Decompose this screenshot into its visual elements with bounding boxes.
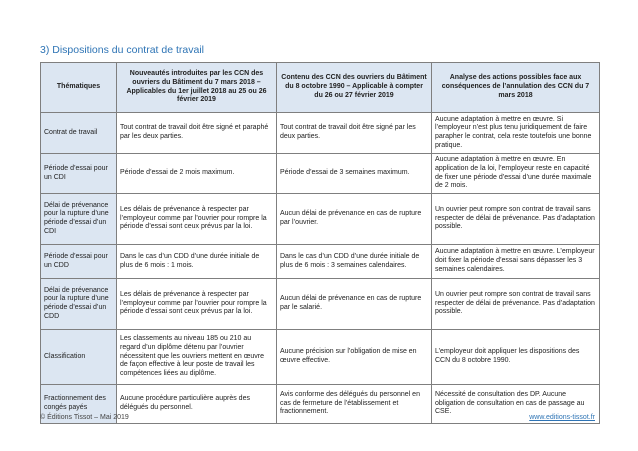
row-theme: Période d’essai pour un CDD (41, 245, 117, 279)
row-contenu: Aucun délai de prévenance en cas de rupture par le salarié. (277, 279, 432, 330)
header-contenu: Contenu des CCN des ouvriers du Bâtiment du 8 octobre 1990 – Applicable à compter du 26 ou 27 février 2019 (277, 63, 432, 113)
dispositions-table (40, 62, 600, 424)
table-row (41, 113, 600, 154)
row-nouveautes: Période d’essai de 2 mois maximum. (117, 154, 277, 194)
row-contenu: Aucune précision sur l’obligation de mise en œuvre effective. (277, 330, 432, 385)
row-analyse: Un ouvrier peut rompre son contrat de travail sans respecter de délai de prévenance. Pas d’adaptation possible. (432, 194, 600, 245)
table-row (41, 245, 600, 279)
table-row (41, 194, 600, 245)
row-analyse: Un ouvrier peut rompre son contrat de travail sans respecter de délai de prévenance. Pas d’adaptation possible. (432, 279, 600, 330)
row-nouveautes: Les délais de prévenance à respecter par l’employeur comme par l’ouvrier pour rompre la période d’essai sont ceux prévus par la loi. (117, 279, 277, 330)
row-contenu: Tout contrat de travail doit être signé par les deux parties. (277, 113, 432, 154)
row-contenu: Avis conforme des délégués du personnel en cas de fermeture de l’établissement et fractionnement. (277, 385, 432, 424)
row-nouveautes: Dans le cas d’un CDD d’une durée initiale de plus de 6 mois : 1 mois. (117, 245, 277, 279)
row-nouveautes: Tout contrat de travail doit être signé et paraphé par les deux parties. (117, 113, 277, 154)
header-thematiques: Thématiques (41, 63, 117, 113)
row-nouveautes: Les délais de prévenance à respecter par l’employeur comme par l’ouvrier pour rompre la période d’essai sont ceux prévus par la loi. (117, 194, 277, 245)
row-theme: Délai de prévenance pour la rupture d’une période d’essai d’un CDD (41, 279, 117, 330)
header-analyse: Analyse des actions possibles face aux conséquences de l’annulation des CCN du 7 mars 2018 (432, 63, 600, 113)
row-theme: Contrat de travail (41, 113, 117, 154)
row-nouveautes: Aucune procédure particulière auprès des délégués du personnel. (117, 385, 277, 424)
footer-copyright: © Éditions Tissot – Mai 2019 (40, 414, 129, 421)
table-row (41, 330, 600, 385)
row-contenu: Dans le cas d’un CDD d’une durée initiale de plus de 6 mois : 3 semaines calendaires. (277, 245, 432, 279)
section-title: 3) Dispositions du contrat de travail (40, 44, 204, 56)
row-analyse: Aucune adaptation à mettre en œuvre. En application de la loi, l’employeur reste en capacité de fixer une période d’essai d’une durée maximale de 2 mois. (432, 154, 600, 194)
row-analyse: Nécessité de consultation des DP. Aucune obligation de consultation en cas de passage au CSE. (432, 385, 600, 424)
table-row (41, 279, 600, 330)
row-contenu: Période d’essai de 3 semaines maximum. (277, 154, 432, 194)
row-theme: Période d’essai pour un CDI (41, 154, 117, 194)
table-header-row (41, 63, 600, 113)
header-nouveautes: Nouveautés introduites par les CCN des ouvriers du Bâtiment du 7 mars 2018 – Applicables du 1er juillet 2018 au 25 ou 26 février 2019 (117, 63, 277, 113)
row-contenu: Aucun délai de prévenance en cas de rupture par l’ouvrier. (277, 194, 432, 245)
row-analyse: Aucune adaptation à mettre en œuvre. L’employeur doit fixer la période d’essai sans dépasser les 3 semaines calendaires. (432, 245, 600, 279)
table-row (41, 154, 600, 194)
row-nouveautes: Les classements au niveau 185 ou 210 au regard d’un diplôme détenu par l’ouvrier nécessitent que les ouvriers mettent en œuvre de façon effective à leur poste de travail les compétences liées au diplôme. (117, 330, 277, 385)
row-analyse: Aucune adaptation à mettre en œuvre. Si l’employeur n’est plus tenu juridiquement de faire parapher le contrat, cela reste toutefois une bonne pratique. (432, 113, 600, 154)
row-theme: Délai de prévenance pour la rupture d’une période d’essai d’un CDI (41, 194, 117, 245)
row-theme: Fractionnement des congés payés (41, 385, 117, 424)
footer-website-link[interactable]: www.editions-tissot.fr (529, 414, 595, 421)
row-analyse: L’employeur doit appliquer les dispositions des CCN du 8 octobre 1990. (432, 330, 600, 385)
row-theme: Classification (41, 330, 117, 385)
